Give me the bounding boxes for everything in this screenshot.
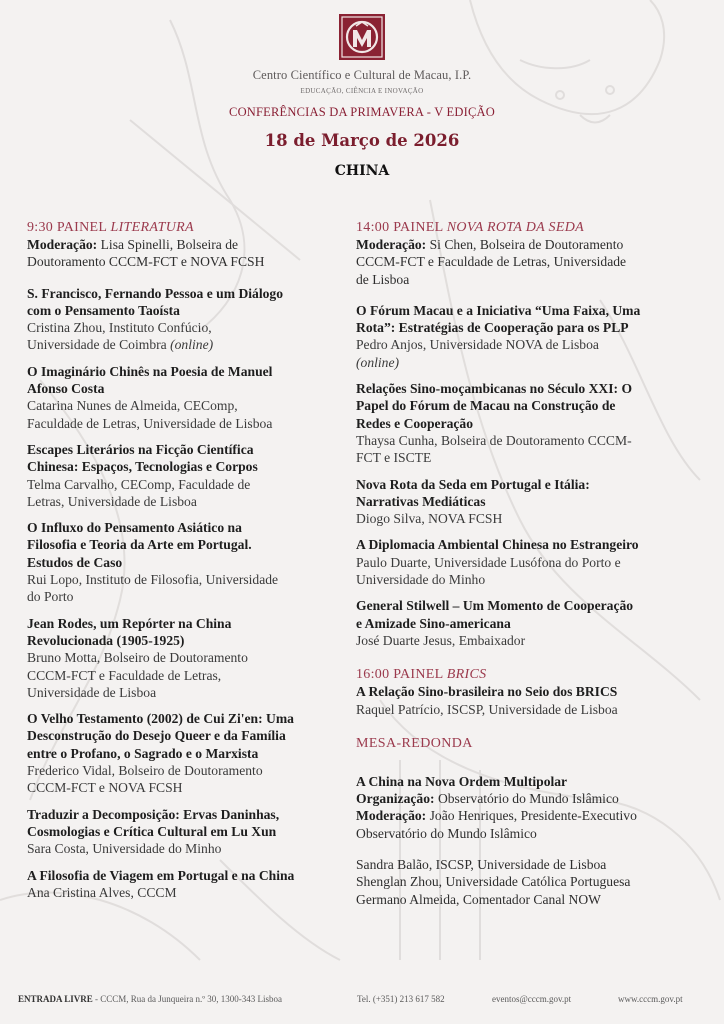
moderation-text: João Henriques, Presidente-Executivo xyxy=(429,808,637,824)
talk-speaker: Thaysa Cunha, Bolseira de Doutoramento CCCM- xyxy=(356,432,632,448)
talk-title: O Velho Testamento (2002) de Cui Zi'en: Uma xyxy=(27,711,294,727)
talk-title: Estudos de Caso xyxy=(27,554,123,570)
talk-speaker: Rui Lopo, Instituto de Filosofia, Universidade xyxy=(27,572,279,588)
talk-speaker: Diogo Silva, NOVA FCSH xyxy=(356,511,503,527)
website-link[interactable]: www.cccm.gov.pt xyxy=(618,994,683,1004)
online-note: (online) xyxy=(170,337,214,353)
organization-text: Observatório do Mundo Islâmico xyxy=(437,791,619,807)
talk-title: A Relação Sino-brasileira no Seio dos BRICS xyxy=(356,684,618,700)
talk-title: Traduzir a Decomposição: Ervas Daninhas, xyxy=(27,806,280,822)
talk-title: Nova Rota da Seda em Portugal e Itália: xyxy=(356,476,590,492)
talk-item xyxy=(356,302,706,371)
roundtable-block xyxy=(356,773,706,908)
talk-speaker: Telma Carvalho, CEComp, Faculdade de xyxy=(27,476,251,492)
panel-time: 14:00 PAINEL xyxy=(356,220,443,235)
moderation xyxy=(356,236,706,253)
talk-title: O Fórum Macau e a Iniciativa “Uma Faixa, Uma xyxy=(356,302,641,318)
roundtable-title: A China na Nova Ordem Multipolar xyxy=(356,773,568,789)
talk-title: A Filosofia de Viagem em Portugal e na China xyxy=(27,867,295,883)
talk-title: Desconstrução do Desejo Queer e da Família xyxy=(27,728,286,744)
right-column-program xyxy=(356,219,706,908)
organization-tagline: EDUCAÇÃO, CIÊNCIA E INOVAÇÃO xyxy=(300,87,424,95)
event-theme: CHINA xyxy=(334,163,390,179)
talk-speaker: Raquel Patrício, ISCSP, Universidade de Lisboa xyxy=(356,701,618,717)
talk-item xyxy=(356,476,706,528)
talk-title: Redes e Cooperação xyxy=(356,415,474,431)
talk-item xyxy=(356,380,706,466)
online-note: (online) xyxy=(356,354,400,370)
talk-speaker: CCCM-FCT e NOVA FCSH xyxy=(27,780,183,796)
talk-item xyxy=(27,867,345,902)
talk-item xyxy=(27,615,345,701)
organization-name: Centro Científico e Cultural de Macau, I.P. xyxy=(252,68,472,82)
talk-item xyxy=(356,597,706,649)
event-date: 18 de Março de 2026 xyxy=(264,131,460,150)
moderation-text: Lisa Spinelli, Bolseira de xyxy=(100,237,239,252)
roundtable-heading: MESA-REDONDA xyxy=(356,735,473,751)
panel-time: 9:30 PAINEL xyxy=(27,220,107,235)
left-column-program xyxy=(27,219,345,901)
talk-speaker: do Porto xyxy=(27,589,74,605)
talk-speaker: Ana Cristina Alves, CCCM xyxy=(27,884,177,900)
moderation-label: Moderação: xyxy=(27,237,98,252)
talk-speaker: José Duarte Jesus, Embaixador xyxy=(356,632,526,648)
talk-title: Escapes Literários na Ficção Científica xyxy=(27,441,254,457)
moderation-text-2: Observatório do Mundo Islâmico xyxy=(356,825,537,841)
talk-item xyxy=(356,536,706,588)
panel-name: LITERATURA xyxy=(110,220,194,235)
panel-name: NOVA ROTA DA SEDA xyxy=(446,220,584,235)
talk-title: Jean Rodes, um Repórter na China xyxy=(27,615,232,631)
talk-title: Chinesa: Espaços, Tecnologias e Corpos xyxy=(27,459,258,475)
talk-title: com o Pensamento Taoísta xyxy=(27,302,180,318)
panel-time: 16:00 PAINEL xyxy=(356,667,443,683)
moderation-text: Si Chen, Bolseira de Doutoramento xyxy=(429,237,624,252)
participants-list xyxy=(356,856,706,908)
talk-title: O Influxo do Pensamento Asiático na xyxy=(27,520,242,536)
talk-title: S. Francisco, Fernando Pessoa e um Diálogo xyxy=(27,285,284,301)
talk-title: Revolucionada (1905-1925) xyxy=(27,632,185,648)
talk-speaker xyxy=(27,336,345,353)
talk-item xyxy=(27,363,345,432)
talk-title: Relações Sino-moçambicanas no Século XXI: O xyxy=(356,381,633,397)
talk-title: Afonso Costa xyxy=(27,381,105,397)
roundtable-moderation xyxy=(356,807,706,824)
free-entry-label: ENTRADA LIVRE xyxy=(18,994,93,1004)
talk-item xyxy=(27,441,345,510)
moderation-text-3: de Lisboa xyxy=(356,271,410,287)
talk-speaker: Frederico Vidal, Bolseiro de Doutoramento xyxy=(27,763,263,779)
poster-footer xyxy=(0,994,724,1010)
talk-speaker: Letras, Universidade de Lisboa xyxy=(27,493,197,509)
talk-title: entre o Profano, o Sagrado e o Marxista xyxy=(27,745,259,761)
talk-title: Papel do Fórum de Macau na Construção de xyxy=(356,398,616,414)
talk-speaker: Pedro Anjos, Universidade NOVA de Lisboa xyxy=(356,337,599,353)
email-link[interactable]: eventos@cccm.gov.pt xyxy=(492,994,572,1004)
moderation-label: Moderação: xyxy=(356,237,427,252)
phone-number: Tel. (+351) 213 617 582 xyxy=(357,994,445,1004)
talk-title: A Diplomacia Ambiental Chinesa no Estrangeiro xyxy=(356,537,639,553)
talk-title: Cosmologias e Crítica Cultural em Lu Xun xyxy=(27,823,277,839)
talk-speaker: Cristina Zhou, Instituto Confúcio, xyxy=(27,320,212,336)
participant: Germano Almeida, Comentador Canal NOW xyxy=(356,891,601,907)
moderation xyxy=(27,236,345,253)
talk-item xyxy=(27,519,345,605)
talk-item xyxy=(27,806,345,858)
participant: Shenglan Zhou, Universidade Católica Portuguesa xyxy=(356,874,631,890)
panel-brics-heading xyxy=(356,666,706,683)
organization-label: Organização: xyxy=(356,791,435,807)
panel-name: BRICS xyxy=(446,667,487,683)
talk-item xyxy=(27,710,345,796)
conference-title: CONFERÊNCIAS DA PRIMAVERA - V EDIÇÃO xyxy=(229,105,495,119)
venue-info xyxy=(18,994,282,1004)
talk-speaker: FCT e ISCTE xyxy=(356,450,432,466)
talk-title: O Imaginário Chinês na Poesia de Manuel xyxy=(27,363,273,379)
talk-title: General Stilwell – Um Momento de Cooperação xyxy=(356,598,634,614)
moderation-text-2: Doutoramento CCCM-FCT e NOVA FCSH xyxy=(27,254,265,270)
organization xyxy=(356,790,706,807)
talk-speaker: Faculdade de Letras, Universidade de Lisboa xyxy=(27,415,273,431)
talk-title: Filosofia e Teoria da Arte em Portugal. xyxy=(27,537,252,553)
moderation-label: Moderação: xyxy=(356,808,427,824)
talk-speaker: Universidade de Lisboa xyxy=(27,684,157,700)
participant: Sandra Balão, ISCSP, Universidade de Lisboa xyxy=(356,857,607,873)
speaker-affiliation: Universidade de Coimbra xyxy=(27,337,167,353)
poster-header xyxy=(0,14,724,179)
cccm-logo-icon xyxy=(339,14,385,60)
talk-title: Narrativas Mediáticas xyxy=(356,493,486,509)
talk-title: e Amizade Sino-americana xyxy=(356,615,511,631)
talk-speaker: Universidade do Minho xyxy=(356,572,486,588)
talk-speaker: CCCM-FCT e Faculdade de Letras, xyxy=(27,667,222,683)
talk-speaker: Paulo Duarte, Universidade Lusófona do Porto e xyxy=(356,554,621,570)
panel-nova-rota-heading xyxy=(356,219,706,236)
moderation-text-2: CCCM-FCT e Faculdade de Letras, Universidade xyxy=(356,254,627,270)
talk-title: Rota”: Estratégias de Cooperação para os PLP xyxy=(356,320,629,336)
address: - CCCM, Rua da Junqueira n.º 30, 1300-343 Lisboa xyxy=(92,994,283,1004)
talk-item xyxy=(27,285,345,354)
talk-speaker: Sara Costa, Universidade do Minho xyxy=(27,841,222,857)
talk-speaker: Bruno Motta, Bolseiro de Doutoramento xyxy=(27,650,248,666)
talk-speaker: Catarina Nunes de Almeida, CEComp, xyxy=(27,398,238,414)
panel-literatura-heading xyxy=(27,219,345,236)
